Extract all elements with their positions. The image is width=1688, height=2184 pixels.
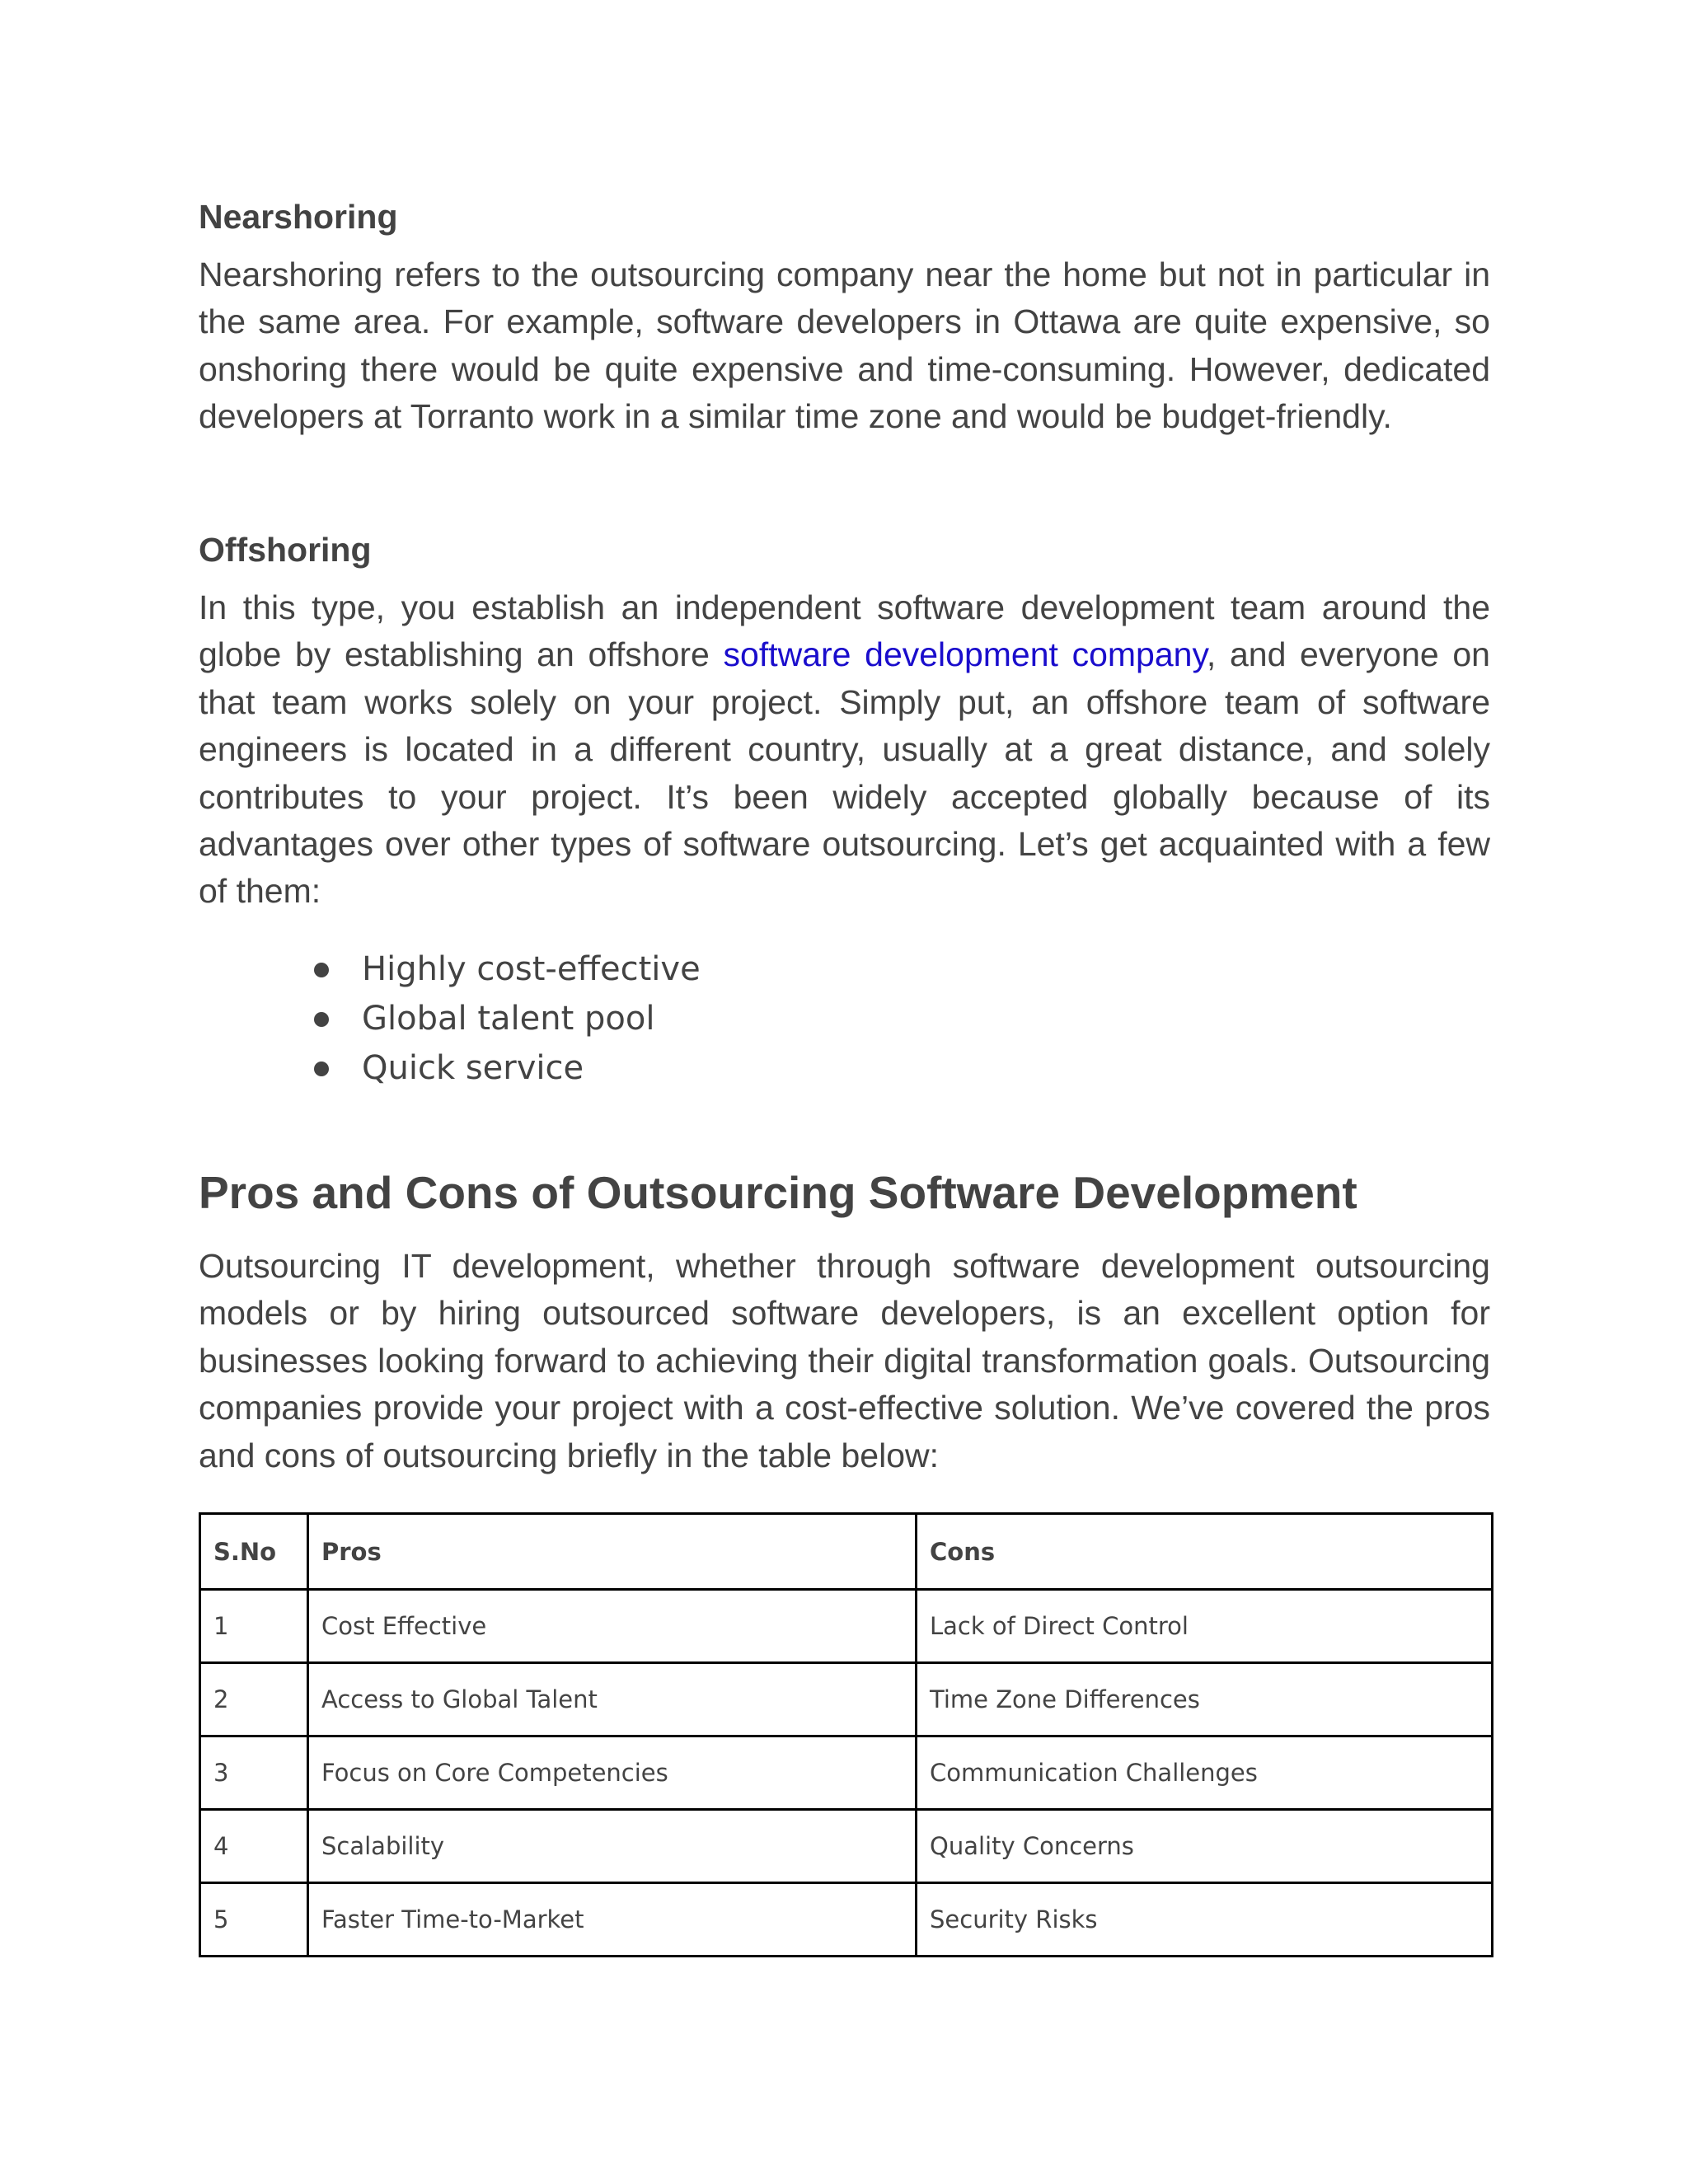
table-cell: Lack of Direct Control: [917, 1590, 1493, 1663]
offshoring-text-before-link: In this type, you establish an independent software development team around the globe by establishing an offshore: [199, 588, 1490, 674]
list-item: [314, 1043, 701, 1093]
header-cell-sno: S.No: [200, 1514, 308, 1590]
header-cell-pros: Pros: [308, 1514, 917, 1590]
list-item-label: Global talent pool: [362, 1000, 655, 1038]
table-cell: Focus on Core Competencies: [308, 1736, 917, 1810]
table-cell: Scalability: [308, 1810, 917, 1883]
table-row: [200, 1663, 1493, 1736]
table-row: [200, 1810, 1493, 1883]
nearshoring-paragraph: Nearshoring refers to the outsourcing company near the home but not in particular in the same area. For example, software developers in Ottawa are quite expensive, so onshoring there would be quite expensive and time-consuming. However, dedicated developers at Torranto work in a similar time zone and would be budget-friendly.: [199, 255, 1490, 436]
offshoring-text-after-link: , and everyone on that team works solely on your project. Simply put, an offshore team of software engineers is located in a different country, usually at a great distance, and solely contributes to your project. It’s been widely accepted globally because of its advantages over other types of software outsourcing. Let’s get acquainted with a few of them:: [199, 635, 1490, 911]
nearshoring-heading: Nearshoring: [199, 198, 398, 236]
table-cell: Security Risks: [917, 1883, 1493, 1957]
table-cell: Faster Time-to-Market: [308, 1883, 917, 1957]
pros-cons-table: [199, 1512, 1493, 1957]
table-row: [200, 1590, 1493, 1663]
pros-cons-paragraph: Outsourcing IT development, whether through software development outsourcing models or by hiring outsourced software developers, is an excellent option for businesses looking forward to achieving their digital transformation goals. Outsourcing companies provide your project with a cost-effective solution. We’ve covered the pros and cons of outsourcing briefly in the table below:: [199, 1247, 1490, 1474]
pros-cons-heading: Pros and Cons of Outsourcing Software Development: [199, 1167, 1357, 1218]
bullet-icon: [314, 1012, 329, 1027]
table-header-row: [200, 1514, 1493, 1590]
list-item-label: Quick service: [362, 1049, 584, 1087]
list-item: [314, 944, 701, 994]
header-cell-cons: Cons: [917, 1514, 1493, 1590]
table-cell: Access to Global Talent: [308, 1663, 917, 1736]
table-cell: Quality Concerns: [917, 1810, 1493, 1883]
table-cell: 2: [200, 1663, 308, 1736]
table-row: [200, 1736, 1493, 1810]
offshoring-paragraph: [199, 584, 1490, 916]
advantages-list: [314, 944, 701, 1093]
offshoring-heading: Offshoring: [199, 531, 372, 569]
table-cell: 3: [200, 1736, 308, 1810]
list-item: [314, 994, 701, 1043]
software-development-company-link[interactable]: software development company: [723, 635, 1207, 674]
list-item-label: Highly cost-effective: [362, 950, 701, 988]
table-cell: Time Zone Differences: [917, 1663, 1493, 1736]
bullet-icon: [314, 1062, 329, 1076]
table-cell: 1: [200, 1590, 308, 1663]
table-cell: 5: [200, 1883, 308, 1957]
table-cell: 4: [200, 1810, 308, 1883]
bullet-icon: [314, 963, 329, 977]
table-cell: Communication Challenges: [917, 1736, 1493, 1810]
table-cell: Cost Effective: [308, 1590, 917, 1663]
table-row: [200, 1883, 1493, 1957]
